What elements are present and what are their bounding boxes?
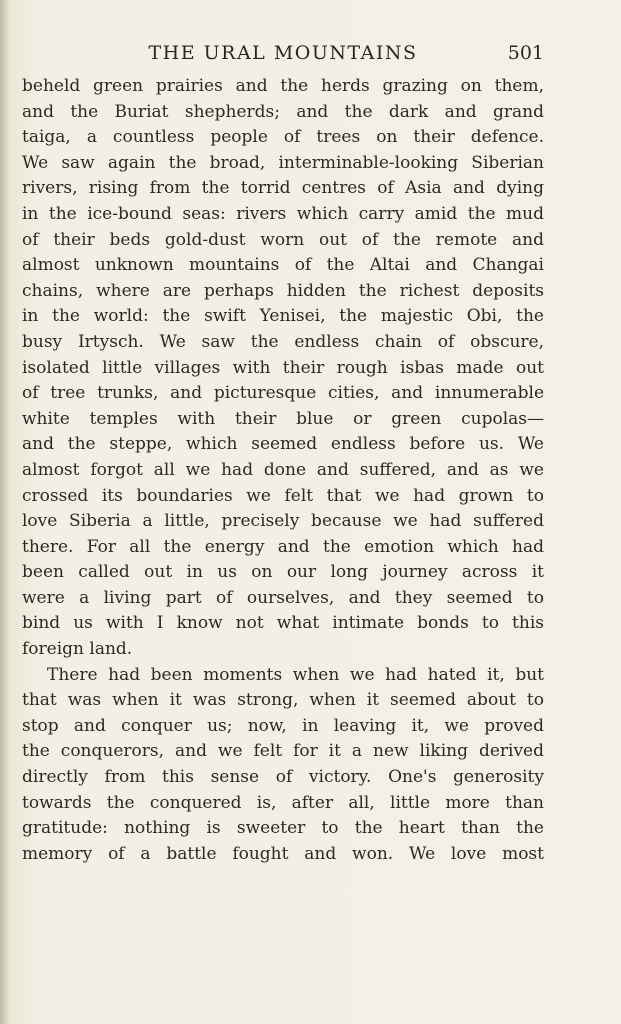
text-line: of their beds gold-dust worn out of the remote and [22,229,544,250]
body-text [22,74,544,867]
text-line: stop and conquer us; now, in leaving it, we proved [22,715,544,736]
text-line: We saw again the broad, interminable-looking Siberian [22,152,544,173]
text-line: chains, where are perhaps hidden the richest deposits [22,280,544,301]
text-line: and the Buriat shepherds; and the dark and grand [22,101,544,122]
text-line: crossed its boundaries we felt that we had grown to [22,485,544,506]
text-line: taiga, a countless people of trees on their defence. [22,127,544,148]
text-line: and the steppe, which seemed endless before us. We [22,434,544,455]
text-line: rivers, rising from the torrid centres of Asia and dying [22,178,544,199]
text-line: memory of a battle fought and won. We love most [22,843,544,864]
text-line: were a living part of ourselves, and they seemed to [22,587,544,608]
text-line: there. For all the energy and the emotion which had [22,536,544,557]
text-line: love Siberia a little, precisely because we had suffered [22,511,544,532]
running-head [22,40,544,70]
paragraph-end-line: foreign land. [22,639,133,660]
text-line: isolated little villages with their rough isbas made out [22,357,544,378]
text-line: of tree trunks, and picturesque cities, and innumerable [22,383,544,404]
page-number: 501 [507,42,544,64]
page-binding-edge [0,0,9,1024]
text-line: the conquerors, and we felt for it a new liking derived [22,741,544,762]
text-line: directly from this sense of victory. One's generosity [22,767,544,788]
text-line: bind us with I know not what intimate bonds to this [22,613,544,634]
text-line: white temples with their blue or green cupolas— [22,408,544,429]
text-line: in the world: the swift Yenisei, the majestic Obi, the [22,306,544,327]
text-line: almost unknown mountains of the Altai and Changai [22,255,544,276]
paragraph-start-line: There had been moments when we had hated it, but [47,664,544,685]
text-line: been called out in us on our long journey across it [22,562,544,583]
text-line: towards the conquered is, after all, little more than [22,792,544,813]
text-line: in the ice-bound seas: rivers which carry amid the mud [22,203,544,224]
text-line: that was when it was strong, when it seemed about to [22,690,544,711]
running-title: THE URAL MOUNTAINS [148,42,418,64]
text-line: almost forgot all we had done and suffered, and as we [22,459,544,480]
text-line: gratitude: nothing is sweeter to the heart than the [22,818,544,839]
text-line: beheld green prairies and the herds grazing on them, [22,76,544,96]
text-line: busy Irtysch. We saw the endless chain of obscure, [22,331,544,352]
